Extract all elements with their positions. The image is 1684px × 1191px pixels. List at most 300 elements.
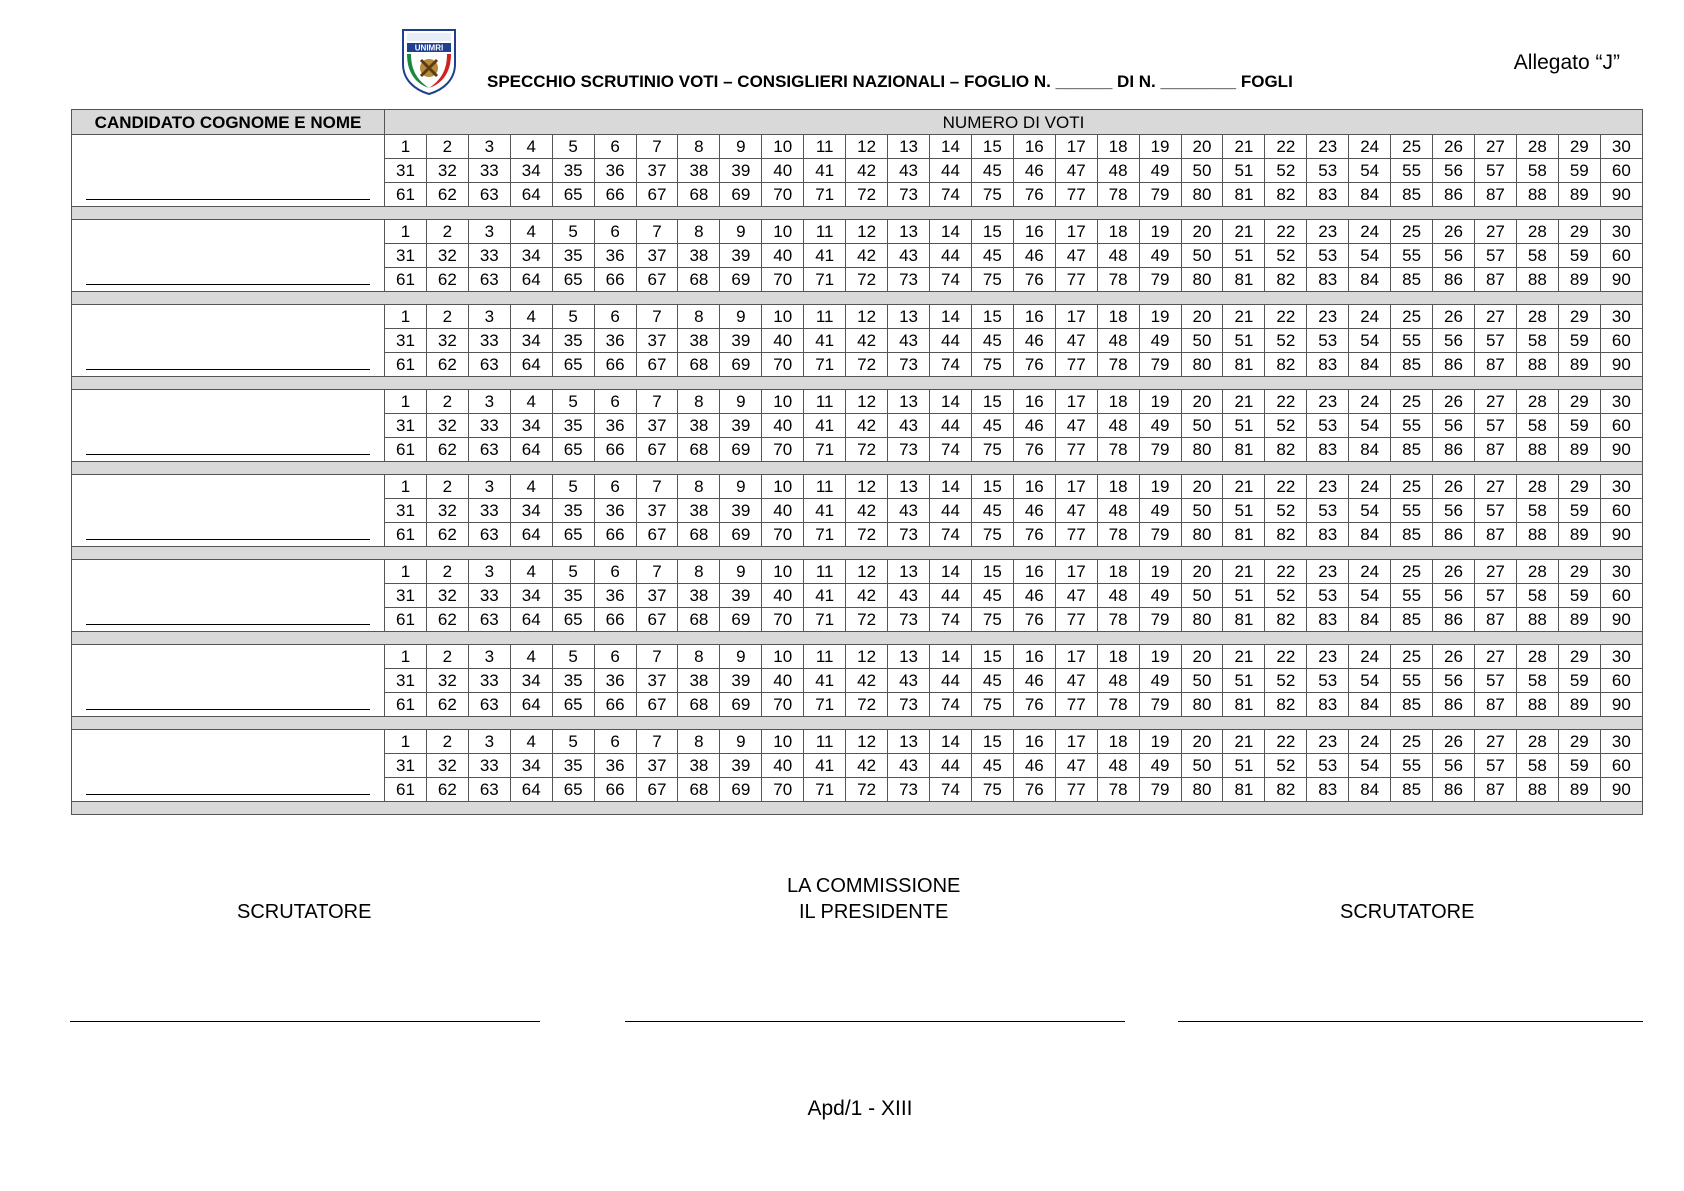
vote-number-cell[interactable]: 44 [929,329,971,353]
vote-number-cell[interactable]: 4 [510,475,552,499]
vote-number-cell[interactable]: 24 [1349,220,1391,244]
vote-number-cell[interactable]: 78 [1097,693,1139,717]
vote-number-cell[interactable]: 31 [385,329,427,353]
vote-number-cell[interactable]: 71 [804,778,846,802]
vote-number-cell[interactable]: 24 [1349,305,1391,329]
vote-number-cell[interactable]: 59 [1558,499,1600,523]
vote-number-cell[interactable]: 52 [1265,669,1307,693]
vote-number-cell[interactable]: 42 [846,244,888,268]
vote-number-cell[interactable]: 15 [971,305,1013,329]
vote-number-cell[interactable]: 86 [1433,693,1475,717]
vote-number-cell[interactable]: 28 [1516,645,1558,669]
vote-number-cell[interactable]: 34 [510,414,552,438]
vote-number-cell[interactable]: 26 [1433,645,1475,669]
vote-number-cell[interactable]: 55 [1391,499,1433,523]
vote-number-cell[interactable]: 65 [552,608,594,632]
vote-number-cell[interactable]: 55 [1391,329,1433,353]
vote-number-cell[interactable]: 80 [1181,778,1223,802]
vote-number-cell[interactable]: 6 [594,305,636,329]
vote-number-cell[interactable]: 87 [1474,183,1516,207]
vote-number-cell[interactable]: 68 [678,353,720,377]
vote-number-cell[interactable]: 65 [552,523,594,547]
vote-number-cell[interactable]: 33 [468,329,510,353]
vote-number-cell[interactable]: 20 [1181,305,1223,329]
vote-number-cell[interactable]: 53 [1307,414,1349,438]
vote-number-cell[interactable]: 61 [385,353,427,377]
vote-number-cell[interactable]: 64 [510,353,552,377]
vote-number-cell[interactable]: 6 [594,390,636,414]
vote-number-cell[interactable]: 89 [1558,268,1600,292]
candidate-name-field[interactable] [72,390,385,462]
vote-number-cell[interactable]: 51 [1223,584,1265,608]
vote-number-cell[interactable]: 27 [1474,645,1516,669]
vote-number-cell[interactable]: 19 [1139,390,1181,414]
vote-number-cell[interactable]: 72 [846,523,888,547]
vote-number-cell[interactable]: 23 [1307,305,1349,329]
vote-number-cell[interactable]: 89 [1558,523,1600,547]
vote-number-cell[interactable]: 11 [804,390,846,414]
vote-number-cell[interactable]: 25 [1391,305,1433,329]
vote-number-cell[interactable]: 67 [636,183,678,207]
vote-number-cell[interactable]: 29 [1558,560,1600,584]
vote-number-cell[interactable]: 38 [678,499,720,523]
vote-number-cell[interactable]: 74 [929,438,971,462]
vote-number-cell[interactable]: 19 [1139,475,1181,499]
vote-number-cell[interactable]: 23 [1307,730,1349,754]
vote-number-cell[interactable]: 13 [888,305,930,329]
vote-number-cell[interactable]: 21 [1223,305,1265,329]
vote-number-cell[interactable]: 13 [888,390,930,414]
vote-number-cell[interactable]: 79 [1139,608,1181,632]
vote-number-cell[interactable]: 22 [1265,390,1307,414]
vote-number-cell[interactable]: 78 [1097,778,1139,802]
vote-number-cell[interactable]: 13 [888,135,930,159]
vote-number-cell[interactable]: 1 [385,390,427,414]
vote-number-cell[interactable]: 9 [720,220,762,244]
vote-number-cell[interactable]: 27 [1474,390,1516,414]
vote-number-cell[interactable]: 63 [468,523,510,547]
vote-number-cell[interactable]: 18 [1097,730,1139,754]
vote-number-cell[interactable]: 51 [1223,499,1265,523]
vote-number-cell[interactable]: 35 [552,584,594,608]
vote-number-cell[interactable]: 21 [1223,220,1265,244]
vote-number-cell[interactable]: 89 [1558,778,1600,802]
vote-number-cell[interactable]: 5 [552,475,594,499]
vote-number-cell[interactable]: 45 [971,159,1013,183]
vote-number-cell[interactable]: 69 [720,523,762,547]
vote-number-cell[interactable]: 49 [1139,669,1181,693]
vote-number-cell[interactable]: 82 [1265,523,1307,547]
vote-number-cell[interactable]: 48 [1097,669,1139,693]
vote-number-cell[interactable]: 9 [720,305,762,329]
vote-number-cell[interactable]: 75 [971,183,1013,207]
vote-number-cell[interactable]: 35 [552,159,594,183]
vote-number-cell[interactable]: 26 [1433,560,1475,584]
vote-number-cell[interactable]: 9 [720,135,762,159]
vote-number-cell[interactable]: 24 [1349,645,1391,669]
vote-number-cell[interactable]: 47 [1055,669,1097,693]
vote-number-cell[interactable]: 2 [426,645,468,669]
vote-number-cell[interactable]: 46 [1013,754,1055,778]
vote-number-cell[interactable]: 3 [468,560,510,584]
vote-number-cell[interactable]: 22 [1265,730,1307,754]
vote-number-cell[interactable]: 73 [888,438,930,462]
vote-number-cell[interactable]: 86 [1433,608,1475,632]
vote-number-cell[interactable]: 40 [762,329,804,353]
vote-number-cell[interactable]: 71 [804,523,846,547]
vote-number-cell[interactable]: 7 [636,475,678,499]
vote-number-cell[interactable]: 66 [594,438,636,462]
vote-number-cell[interactable]: 55 [1391,584,1433,608]
vote-number-cell[interactable]: 38 [678,669,720,693]
vote-number-cell[interactable]: 57 [1474,499,1516,523]
vote-number-cell[interactable]: 14 [929,390,971,414]
vote-number-cell[interactable]: 76 [1013,353,1055,377]
vote-number-cell[interactable]: 2 [426,560,468,584]
vote-number-cell[interactable]: 39 [720,754,762,778]
vote-number-cell[interactable]: 28 [1516,730,1558,754]
vote-number-cell[interactable]: 75 [971,353,1013,377]
vote-number-cell[interactable]: 75 [971,778,1013,802]
vote-number-cell[interactable]: 32 [426,414,468,438]
vote-number-cell[interactable]: 64 [510,268,552,292]
vote-number-cell[interactable]: 62 [426,608,468,632]
vote-number-cell[interactable]: 70 [762,353,804,377]
vote-number-cell[interactable]: 54 [1349,159,1391,183]
vote-number-cell[interactable]: 79 [1139,353,1181,377]
vote-number-cell[interactable]: 56 [1433,584,1475,608]
vote-number-cell[interactable]: 18 [1097,645,1139,669]
vote-number-cell[interactable]: 84 [1349,268,1391,292]
vote-number-cell[interactable]: 88 [1516,353,1558,377]
vote-number-cell[interactable]: 63 [468,268,510,292]
vote-number-cell[interactable]: 70 [762,778,804,802]
vote-number-cell[interactable]: 27 [1474,220,1516,244]
vote-number-cell[interactable]: 83 [1307,268,1349,292]
vote-number-cell[interactable]: 12 [846,390,888,414]
vote-number-cell[interactable]: 56 [1433,244,1475,268]
vote-number-cell[interactable]: 5 [552,560,594,584]
vote-number-cell[interactable]: 54 [1349,669,1391,693]
vote-number-cell[interactable]: 73 [888,693,930,717]
vote-number-cell[interactable]: 59 [1558,669,1600,693]
vote-number-cell[interactable]: 84 [1349,438,1391,462]
vote-number-cell[interactable]: 52 [1265,414,1307,438]
vote-number-cell[interactable]: 54 [1349,329,1391,353]
vote-number-cell[interactable]: 10 [762,390,804,414]
vote-number-cell[interactable]: 15 [971,730,1013,754]
vote-number-cell[interactable]: 79 [1139,438,1181,462]
vote-number-cell[interactable]: 21 [1223,645,1265,669]
vote-number-cell[interactable]: 36 [594,414,636,438]
vote-number-cell[interactable]: 57 [1474,159,1516,183]
vote-number-cell[interactable]: 44 [929,159,971,183]
vote-number-cell[interactable]: 81 [1223,608,1265,632]
vote-number-cell[interactable]: 76 [1013,608,1055,632]
vote-number-cell[interactable]: 12 [846,220,888,244]
vote-number-cell[interactable]: 8 [678,475,720,499]
vote-number-cell[interactable]: 86 [1433,353,1475,377]
vote-number-cell[interactable]: 3 [468,645,510,669]
vote-number-cell[interactable]: 65 [552,183,594,207]
vote-number-cell[interactable]: 81 [1223,268,1265,292]
vote-number-cell[interactable]: 75 [971,438,1013,462]
vote-number-cell[interactable]: 85 [1391,523,1433,547]
vote-number-cell[interactable]: 59 [1558,584,1600,608]
vote-number-cell[interactable]: 88 [1516,523,1558,547]
vote-number-cell[interactable]: 30 [1600,560,1642,584]
vote-number-cell[interactable]: 54 [1349,584,1391,608]
vote-number-cell[interactable]: 35 [552,669,594,693]
vote-number-cell[interactable]: 7 [636,305,678,329]
vote-number-cell[interactable]: 7 [636,390,678,414]
vote-number-cell[interactable]: 10 [762,730,804,754]
vote-number-cell[interactable]: 44 [929,244,971,268]
vote-number-cell[interactable]: 6 [594,475,636,499]
vote-number-cell[interactable]: 4 [510,645,552,669]
vote-number-cell[interactable]: 82 [1265,778,1307,802]
vote-number-cell[interactable]: 41 [804,414,846,438]
vote-number-cell[interactable]: 7 [636,645,678,669]
vote-number-cell[interactable]: 37 [636,159,678,183]
vote-number-cell[interactable]: 55 [1391,414,1433,438]
vote-number-cell[interactable]: 15 [971,645,1013,669]
vote-number-cell[interactable]: 55 [1391,159,1433,183]
vote-number-cell[interactable]: 46 [1013,584,1055,608]
vote-number-cell[interactable]: 68 [678,608,720,632]
vote-number-cell[interactable]: 67 [636,438,678,462]
vote-number-cell[interactable]: 11 [804,220,846,244]
vote-number-cell[interactable]: 68 [678,183,720,207]
vote-number-cell[interactable]: 8 [678,390,720,414]
vote-number-cell[interactable]: 63 [468,608,510,632]
vote-number-cell[interactable]: 87 [1474,268,1516,292]
vote-number-cell[interactable]: 10 [762,135,804,159]
vote-number-cell[interactable]: 56 [1433,159,1475,183]
vote-number-cell[interactable]: 67 [636,353,678,377]
vote-number-cell[interactable]: 30 [1600,730,1642,754]
candidate-name-field[interactable] [72,475,385,547]
vote-number-cell[interactable]: 89 [1558,438,1600,462]
vote-number-cell[interactable]: 83 [1307,608,1349,632]
vote-number-cell[interactable]: 42 [846,414,888,438]
vote-number-cell[interactable]: 49 [1139,159,1181,183]
vote-number-cell[interactable]: 36 [594,754,636,778]
vote-number-cell[interactable]: 40 [762,499,804,523]
vote-number-cell[interactable]: 60 [1600,159,1642,183]
vote-number-cell[interactable]: 1 [385,305,427,329]
vote-number-cell[interactable]: 48 [1097,584,1139,608]
vote-number-cell[interactable]: 36 [594,329,636,353]
vote-number-cell[interactable]: 45 [971,669,1013,693]
vote-number-cell[interactable]: 39 [720,584,762,608]
vote-number-cell[interactable]: 22 [1265,220,1307,244]
vote-number-cell[interactable]: 80 [1181,268,1223,292]
vote-number-cell[interactable]: 66 [594,608,636,632]
vote-number-cell[interactable]: 85 [1391,183,1433,207]
vote-number-cell[interactable]: 39 [720,499,762,523]
vote-number-cell[interactable]: 10 [762,475,804,499]
vote-number-cell[interactable]: 77 [1055,778,1097,802]
vote-number-cell[interactable]: 79 [1139,778,1181,802]
vote-number-cell[interactable]: 72 [846,778,888,802]
vote-number-cell[interactable]: 37 [636,669,678,693]
vote-number-cell[interactable]: 20 [1181,645,1223,669]
vote-number-cell[interactable]: 34 [510,244,552,268]
vote-number-cell[interactable]: 69 [720,353,762,377]
vote-number-cell[interactable]: 61 [385,778,427,802]
vote-number-cell[interactable]: 43 [888,329,930,353]
vote-number-cell[interactable]: 54 [1349,414,1391,438]
vote-number-cell[interactable]: 32 [426,669,468,693]
vote-number-cell[interactable]: 16 [1013,730,1055,754]
vote-number-cell[interactable]: 85 [1391,353,1433,377]
vote-number-cell[interactable]: 41 [804,499,846,523]
vote-number-cell[interactable]: 40 [762,414,804,438]
vote-number-cell[interactable]: 86 [1433,268,1475,292]
vote-number-cell[interactable]: 65 [552,693,594,717]
vote-number-cell[interactable]: 82 [1265,353,1307,377]
vote-number-cell[interactable]: 66 [594,778,636,802]
vote-number-cell[interactable]: 81 [1223,183,1265,207]
vote-number-cell[interactable]: 39 [720,329,762,353]
vote-number-cell[interactable]: 16 [1013,305,1055,329]
vote-number-cell[interactable]: 45 [971,414,1013,438]
vote-number-cell[interactable]: 14 [929,645,971,669]
vote-number-cell[interactable]: 73 [888,608,930,632]
vote-number-cell[interactable]: 72 [846,183,888,207]
vote-number-cell[interactable]: 62 [426,268,468,292]
vote-number-cell[interactable]: 18 [1097,135,1139,159]
vote-number-cell[interactable]: 50 [1181,159,1223,183]
vote-number-cell[interactable]: 21 [1223,560,1265,584]
vote-number-cell[interactable]: 52 [1265,754,1307,778]
vote-number-cell[interactable]: 14 [929,560,971,584]
vote-number-cell[interactable]: 56 [1433,329,1475,353]
vote-number-cell[interactable]: 2 [426,730,468,754]
vote-number-cell[interactable]: 90 [1600,523,1642,547]
vote-number-cell[interactable]: 78 [1097,268,1139,292]
vote-number-cell[interactable]: 70 [762,268,804,292]
vote-number-cell[interactable]: 17 [1055,135,1097,159]
vote-number-cell[interactable]: 31 [385,244,427,268]
vote-number-cell[interactable]: 25 [1391,390,1433,414]
vote-number-cell[interactable]: 44 [929,584,971,608]
vote-number-cell[interactable]: 55 [1391,669,1433,693]
vote-number-cell[interactable]: 10 [762,560,804,584]
vote-number-cell[interactable]: 50 [1181,414,1223,438]
vote-number-cell[interactable]: 16 [1013,645,1055,669]
vote-number-cell[interactable]: 1 [385,475,427,499]
vote-number-cell[interactable]: 34 [510,499,552,523]
vote-number-cell[interactable]: 16 [1013,560,1055,584]
vote-number-cell[interactable]: 84 [1349,353,1391,377]
vote-number-cell[interactable]: 26 [1433,135,1475,159]
vote-number-cell[interactable]: 14 [929,305,971,329]
vote-number-cell[interactable]: 65 [552,778,594,802]
vote-number-cell[interactable]: 51 [1223,244,1265,268]
vote-number-cell[interactable]: 6 [594,220,636,244]
vote-number-cell[interactable]: 18 [1097,305,1139,329]
vote-number-cell[interactable]: 11 [804,730,846,754]
vote-number-cell[interactable]: 87 [1474,778,1516,802]
vote-number-cell[interactable]: 1 [385,220,427,244]
vote-number-cell[interactable]: 36 [594,669,636,693]
vote-number-cell[interactable]: 17 [1055,645,1097,669]
vote-number-cell[interactable]: 72 [846,608,888,632]
vote-number-cell[interactable]: 34 [510,329,552,353]
vote-number-cell[interactable]: 15 [971,220,1013,244]
vote-number-cell[interactable]: 29 [1558,305,1600,329]
vote-number-cell[interactable]: 44 [929,669,971,693]
vote-number-cell[interactable]: 8 [678,135,720,159]
vote-number-cell[interactable]: 43 [888,669,930,693]
vote-number-cell[interactable]: 14 [929,220,971,244]
vote-number-cell[interactable]: 58 [1516,669,1558,693]
vote-number-cell[interactable]: 7 [636,730,678,754]
vote-number-cell[interactable]: 51 [1223,159,1265,183]
vote-number-cell[interactable]: 86 [1433,183,1475,207]
vote-number-cell[interactable]: 46 [1013,499,1055,523]
vote-number-cell[interactable]: 22 [1265,560,1307,584]
vote-number-cell[interactable]: 27 [1474,305,1516,329]
vote-number-cell[interactable]: 41 [804,584,846,608]
vote-number-cell[interactable]: 65 [552,268,594,292]
vote-number-cell[interactable]: 59 [1558,754,1600,778]
vote-number-cell[interactable]: 64 [510,523,552,547]
vote-number-cell[interactable]: 35 [552,329,594,353]
vote-number-cell[interactable]: 71 [804,183,846,207]
vote-number-cell[interactable]: 66 [594,353,636,377]
vote-number-cell[interactable]: 8 [678,560,720,584]
vote-number-cell[interactable]: 50 [1181,754,1223,778]
vote-number-cell[interactable]: 8 [678,730,720,754]
vote-number-cell[interactable]: 73 [888,523,930,547]
vote-number-cell[interactable]: 37 [636,329,678,353]
vote-number-cell[interactable]: 22 [1265,305,1307,329]
vote-number-cell[interactable]: 40 [762,754,804,778]
vote-number-cell[interactable]: 3 [468,475,510,499]
vote-number-cell[interactable]: 65 [552,438,594,462]
vote-number-cell[interactable]: 23 [1307,560,1349,584]
vote-number-cell[interactable]: 42 [846,159,888,183]
vote-number-cell[interactable]: 87 [1474,608,1516,632]
vote-number-cell[interactable]: 13 [888,220,930,244]
vote-number-cell[interactable]: 81 [1223,693,1265,717]
vote-number-cell[interactable]: 77 [1055,693,1097,717]
vote-number-cell[interactable]: 30 [1600,220,1642,244]
vote-number-cell[interactable]: 52 [1265,499,1307,523]
vote-number-cell[interactable]: 71 [804,608,846,632]
vote-number-cell[interactable]: 15 [971,135,1013,159]
vote-number-cell[interactable]: 45 [971,754,1013,778]
vote-number-cell[interactable]: 16 [1013,390,1055,414]
vote-number-cell[interactable]: 77 [1055,183,1097,207]
vote-number-cell[interactable]: 47 [1055,414,1097,438]
vote-number-cell[interactable]: 34 [510,159,552,183]
vote-number-cell[interactable]: 17 [1055,730,1097,754]
vote-number-cell[interactable]: 33 [468,159,510,183]
vote-number-cell[interactable]: 53 [1307,669,1349,693]
vote-number-cell[interactable]: 21 [1223,475,1265,499]
vote-number-cell[interactable]: 38 [678,244,720,268]
vote-number-cell[interactable]: 12 [846,560,888,584]
vote-number-cell[interactable]: 3 [468,305,510,329]
vote-number-cell[interactable]: 4 [510,305,552,329]
vote-number-cell[interactable]: 57 [1474,414,1516,438]
vote-number-cell[interactable]: 81 [1223,353,1265,377]
vote-number-cell[interactable]: 51 [1223,414,1265,438]
